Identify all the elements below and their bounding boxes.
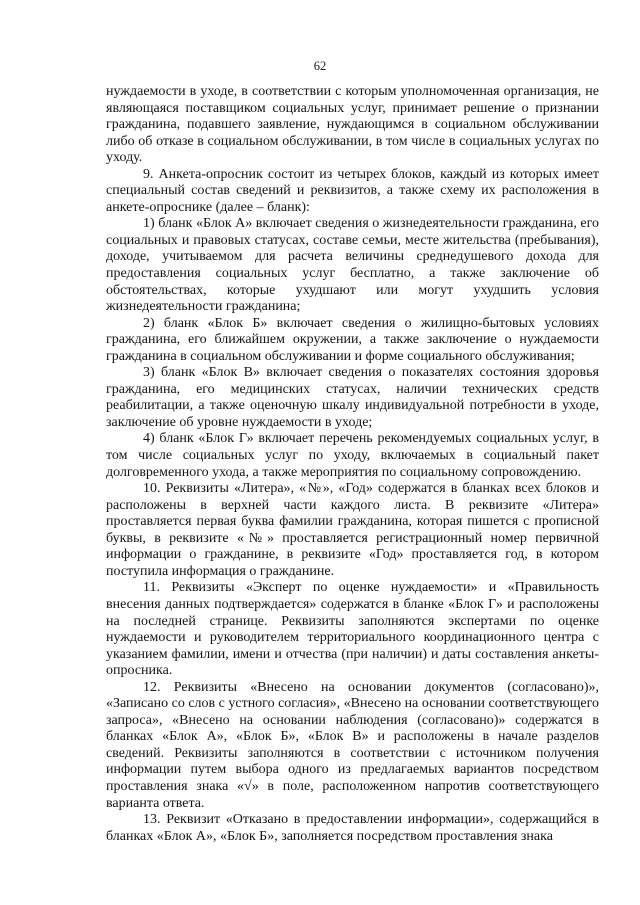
paragraph-continuation: нуждаемости в уходе, в соответствии с которым уполномоченная организация, не являющаяся поставщиком социальных услуг, принимает решение о признании гражданина, подавшего заявление, нуждающимся в социальном обслуживании либо об отказе в социальном обслуживании, в том числе в социальных услугах по уходу. xyxy=(106,84,599,166)
paragraph-block-g: 4) бланк «Блок Г» включает перечень рекомендуемых социальных услуг, в том числе социальных услуг по уходу, включаемых в социальный пакет долговременного ухода, а также мероприятия по социальному сопровождению. xyxy=(106,431,599,480)
page-number: 62 xyxy=(313,59,327,73)
paragraph-block-v: 3) бланк «Блок В» включает сведения о показателях состояния здоровья гражданина, его медицинских статусах, наличии технических средств реабилитации, а также оценочную шкалу индивидуальной потребности в уходе, заключение об уровне нуждаемости в уходе; xyxy=(106,365,599,430)
paragraph-block-b: 2) бланк «Блок Б» включает сведения о жилищно-бытовых условиях гражданина, его ближайшем окружении, а также заключение о нуждаемости гражданина в социальном обслуживании и форме социального обслуживания; xyxy=(106,315,599,364)
paragraph-item-10: 10. Реквизиты «Литера», «№», «Год» содержатся в бланках всех блоков и расположены в верхней части каждого листа. В реквизите «Литера» проставляется первая буква фамилии гражданина, которая пишется с прописной буквы, в реквизите «№» проставляется регистрационный номер первичной информации о гражданине, в реквизите «Год» проставляется год, в котором поступила информация о гражданине. xyxy=(106,481,599,579)
paragraph-item-9: 9. Анкета-опросник состоит из четырех блоков, каждый из которых имеет специальный состав сведений и реквизитов, а также схему их расположения в анкете-опроснике (далее – бланк): xyxy=(106,166,599,215)
document-body xyxy=(106,84,599,845)
paragraph-item-13: 13. Реквизит «Отказано в предоставлении информации», содержащийся в бланках «Блок А», «Блок Б», заполняется посредством проставления знака xyxy=(106,812,599,844)
paragraph-item-11: 11. Реквизиты «Эксперт по оценке нуждаемости» и «Правильность внесения данных подтверждается» содержатся в бланке «Блок Г» и расположены на последней странице. Реквизиты заполняются экспертами по оценке нуждаемости и руководителем территориального координационного центра с указанием фамилии, имени и отчества (при наличии) и даты составления анкеты-опросника. xyxy=(106,580,599,679)
paragraph-block-a: 1) бланк «Блок А» включает сведения о жизнедеятельности гражданина, его социальных и правовых статусах, составе семьи, месте жительства (пребывания), доходе, учитываемом для расчета величины среднедушевого дохода для предоставления социальных услуг бесплатно, а также заключение об обстоятельствах, которые ухудшают или могут ухудшить условия жизнедеятельности гражданина; xyxy=(106,216,599,315)
paragraph-item-12: 12. Реквизиты «Внесено на основании документов (согласовано)», «Записано со слов с устного согласия», «Внесено на основании соответствующего запроса», «Внесено на основании наблюдения (согласовано)» содержатся в бланках «Блок А», «Блок Б», «Блок В» и расположены в начале разделов сведений. Реквизиты заполняются в соответствии с источником получения информации путем выбора одного из предлагаемых вариантов посредством проставления знака «√» в поле, расположенном напротив соответствующего варианта ответа. xyxy=(106,679,600,811)
